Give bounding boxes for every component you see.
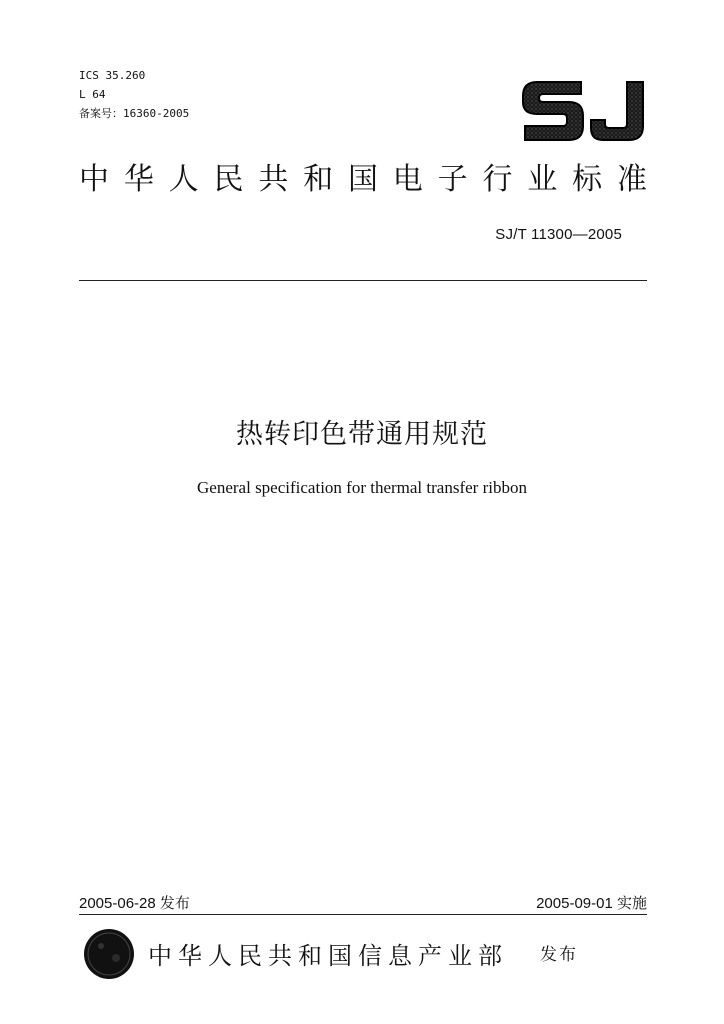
- standard-number: SJ/T 11300—2005: [495, 226, 622, 243]
- document-subtitle-en: General specification for thermal transfer ribbon: [197, 478, 527, 497]
- title-char: 和: [303, 162, 334, 197]
- title-char: 行: [482, 162, 513, 197]
- issue-date: 2005-06-28 发布: [79, 895, 190, 912]
- title-char: 标: [572, 162, 603, 197]
- standard-category-title: [79, 160, 647, 200]
- top-divider: [79, 280, 647, 281]
- classification-block: [79, 66, 189, 123]
- title-char: 人: [168, 162, 199, 197]
- title-char: 民: [213, 162, 244, 197]
- title-char: 准: [616, 162, 647, 197]
- sj-logo: [519, 76, 647, 144]
- ccs-code: L 64: [79, 88, 106, 101]
- issuing-authority: 中华人民共和国信息产业部: [148, 942, 508, 970]
- title-char: 电: [392, 162, 423, 197]
- ics-code: ICS 35.260: [79, 69, 146, 82]
- record-number: 备案号：16360-2005: [79, 107, 190, 120]
- document-title: 热转印色带通用规范: [236, 419, 488, 450]
- title-char: 业: [527, 162, 558, 197]
- title-char: 子: [437, 162, 468, 197]
- bottom-divider: [79, 914, 647, 915]
- title-char: 共: [258, 162, 289, 197]
- ministry-seal-icon: [83, 928, 135, 980]
- title-char: 中: [79, 162, 109, 197]
- implementation-date: 2005-09-01 实施: [536, 895, 647, 912]
- issue-label: 发布: [540, 945, 578, 965]
- title-char: 华: [123, 162, 154, 197]
- title-char: 国: [347, 162, 378, 197]
